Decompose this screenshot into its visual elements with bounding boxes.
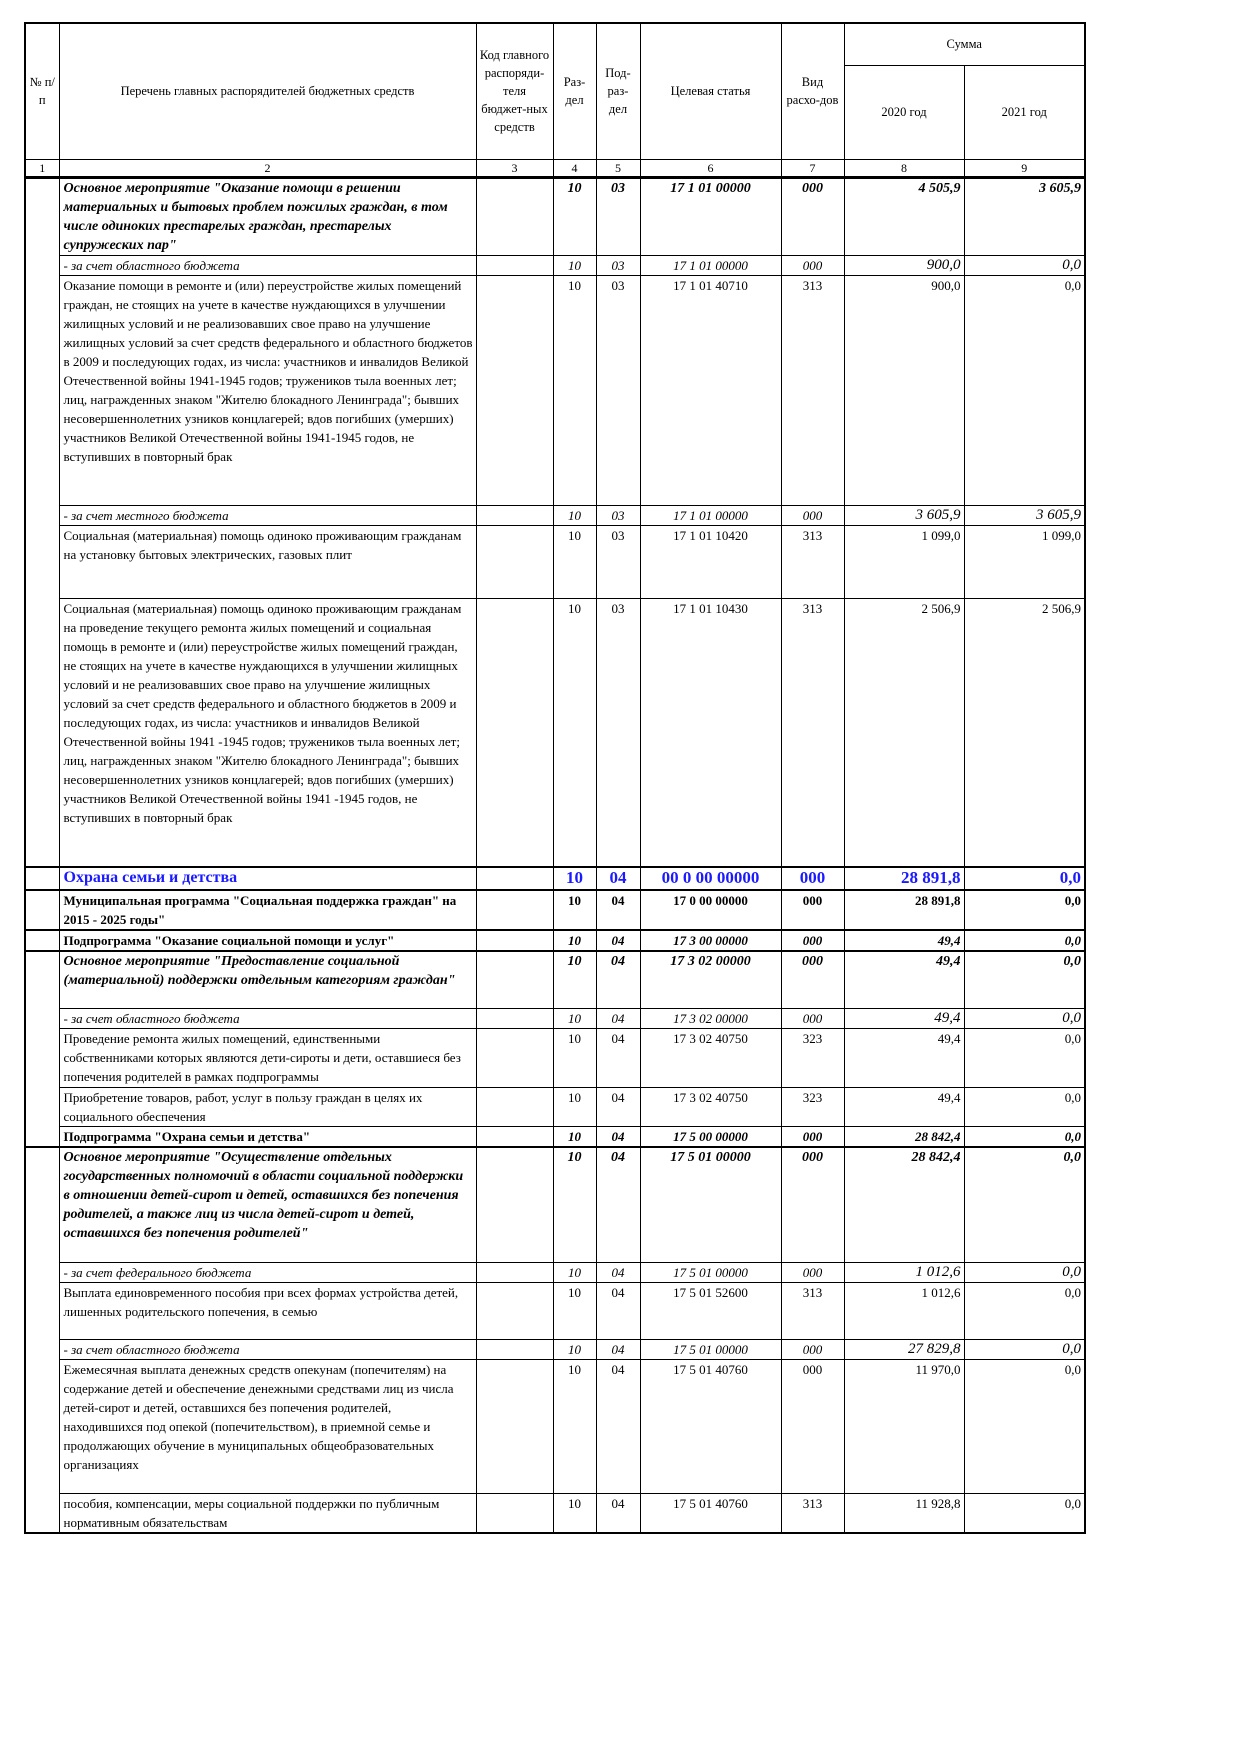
row-podrazdel: 04 [596,1008,640,1028]
row-podrazdel: 03 [596,255,640,275]
row-number [25,890,59,930]
row-sum-2020: 11 970,0 [844,1359,964,1493]
row-code [476,1126,553,1147]
column-numbers-row [25,159,1085,177]
row-number [25,1028,59,1087]
row-razdel: 10 [553,1282,596,1339]
row-sum-2021: 2 506,9 [964,598,1085,867]
row-sum-2020: 49,4 [844,1008,964,1028]
row-razdel: 10 [553,867,596,890]
row-podrazdel: 04 [596,1282,640,1339]
row-sum-2021: 0,0 [964,255,1085,275]
row-number [25,1262,59,1282]
table-row [25,1282,1085,1339]
row-sum-2020: 49,4 [844,951,964,1008]
row-podrazdel: 04 [596,1493,640,1533]
row-sum-2020: 28 842,4 [844,1147,964,1262]
row-code [476,930,553,951]
row-razdel: 10 [553,525,596,598]
row-podrazdel: 04 [596,890,640,930]
row-sum-2021: 0,0 [964,1493,1085,1533]
row-vid: 323 [781,1028,844,1087]
table-row [25,1087,1085,1126]
col-number: 3 [476,159,553,177]
row-sum-2021: 3 605,9 [964,505,1085,525]
row-code [476,1282,553,1339]
row-target: 00 0 00 00000 [640,867,781,890]
row-code [476,1087,553,1126]
header-2021: 2021 год [964,65,1085,159]
header-num: № п/п [25,23,59,159]
row-vid: 000 [781,1008,844,1028]
row-number [25,525,59,598]
row-sum-2020: 1 012,6 [844,1282,964,1339]
row-name: Выплата единовременного пособия при всех формах устройства детей, лишенных родительского попечения, в семью [59,1282,476,1339]
table-row [25,1008,1085,1028]
row-name: Социальная (материальная) помощь одиноко проживающим гражданам на проведение текущего ремонта жилых помещений и социальная помощь в ремонте и (или) переустройстве жилых помещений граждан, не стоящих на учете в качестве нуждающихся в улучшении жилищных условий и не реализовавших свое право на улучшение жилищных условий за счет средств федерального и областного бюджетов в 2009 и последующих годах, из числа: участников и инвалидов Великой Отечественной войны 1941 -1945 годов; тружеников тыла военных лет; лиц, награжденных знаком "Жителю блокадного Ленинграда"; бывших несовершеннолетних узников концлагерей; вдов погибших (умерших) участников Великой Отечественной войны 1941 -1945 годов, не вступивших в повторный брак [59,598,476,867]
row-target: 17 1 01 10420 [640,525,781,598]
col-number: 5 [596,159,640,177]
row-name: Оказание помощи в ремонте и (или) переустройстве жилых помещений граждан, не стоящих на учете в качестве нуждающихся в улучшении жилищных условий и не реализовавших свое право на улучшение жилищных условий за счет средств федерального и областного бюджетов в 2009 и последующих годах, из числа: участников и инвалидов Великой Отечественной войны 1941-1945 годов; тружеников тыла военных лет; лиц, награжденных знаком "Жителю блокадного Ленинграда"; бывших несовершеннолетних узников концлагерей; вдов погибших (умерших) участников Великой Отечественной войны 1941-1945 годов, не вступивших в повторный брак [59,275,476,505]
budget-table [24,22,1086,1534]
row-sum-2020: 28 891,8 [844,867,964,890]
row-sum-2021: 0,0 [964,1339,1085,1359]
col-number: 4 [553,159,596,177]
header-2020: 2020 год [844,65,964,159]
row-razdel: 10 [553,1359,596,1493]
row-sum-2020: 900,0 [844,255,964,275]
row-target: 17 5 01 00000 [640,1339,781,1359]
row-vid: 000 [781,890,844,930]
row-vid: 000 [781,867,844,890]
row-code [476,177,553,255]
row-razdel: 10 [553,1339,596,1359]
row-number [25,1087,59,1126]
table-row [25,177,1085,255]
row-razdel: 10 [553,1087,596,1126]
row-code [476,1339,553,1359]
row-podrazdel: 04 [596,1126,640,1147]
header-name: Перечень главных распорядителей бюджетных средств [59,23,476,159]
header-sum: Сумма [844,23,1085,65]
row-number [25,505,59,525]
row-code [476,1008,553,1028]
row-code [476,1147,553,1262]
row-podrazdel: 03 [596,275,640,505]
row-name: пособия, компенсации, меры социальной поддержки по публичным нормативным обязательствам [59,1493,476,1533]
row-name: - за счет местного бюджета [59,505,476,525]
table-row [25,1493,1085,1533]
row-target: 17 1 01 40710 [640,275,781,505]
row-sum-2021: 0,0 [964,890,1085,930]
row-target: 17 3 02 00000 [640,951,781,1008]
row-podrazdel: 04 [596,1028,640,1087]
row-target: 17 5 01 52600 [640,1282,781,1339]
row-razdel: 10 [553,1028,596,1087]
row-code [476,1262,553,1282]
row-razdel: 10 [553,598,596,867]
row-sum-2021: 0,0 [964,1262,1085,1282]
row-podrazdel: 03 [596,505,640,525]
row-code [476,867,553,890]
row-vid: 000 [781,505,844,525]
row-name: - за счет федерального бюджета [59,1262,476,1282]
row-sum-2021: 0,0 [964,1126,1085,1147]
row-name: Ежемесячная выплата денежных средств опекунам (попечителям) на содержание детей и обеспечение денежными средствами лиц из числа детей-сирот и детей, оставшихся без попечения родителей, находившихся под опекой (попечительством), в приемной семье и продолжающих обучение в муниципальных общеобразовательных организациях [59,1359,476,1493]
row-podrazdel: 04 [596,1147,640,1262]
col-number: 6 [640,159,781,177]
row-number [25,930,59,951]
row-sum-2021: 1 099,0 [964,525,1085,598]
row-code [476,1028,553,1087]
row-target: 17 1 01 10430 [640,598,781,867]
table-row [25,1147,1085,1262]
row-podrazdel: 04 [596,1339,640,1359]
row-podrazdel: 04 [596,1262,640,1282]
row-razdel: 10 [553,890,596,930]
row-name: - за счет областного бюджета [59,1008,476,1028]
table-row [25,890,1085,930]
row-name: - за счет областного бюджета [59,255,476,275]
row-razdel: 10 [553,951,596,1008]
table-row [25,598,1085,867]
row-code [476,598,553,867]
row-vid: 000 [781,1262,844,1282]
row-name: Социальная (материальная) помощь одиноко проживающим гражданам на установку бытовых электрических, газовых плит [59,525,476,598]
row-name: Подпрограмма "Охрана семьи и детства" [59,1126,476,1147]
row-number [25,951,59,1008]
row-name: Основное мероприятие "Предоставление социальной (материальной) поддержки отдельным категориям граждан" [59,951,476,1008]
row-name: - за счет областного бюджета [59,1339,476,1359]
row-sum-2020: 3 605,9 [844,505,964,525]
row-vid: 323 [781,1087,844,1126]
row-vid: 000 [781,1126,844,1147]
row-podrazdel: 04 [596,930,640,951]
row-sum-2021: 0,0 [964,275,1085,505]
row-number [25,177,59,255]
row-target: 17 3 00 00000 [640,930,781,951]
row-sum-2020: 1 099,0 [844,525,964,598]
header-code: Код главного распоряди-теля бюджет-ных средств [476,23,553,159]
row-podrazdel: 03 [596,177,640,255]
row-target: 17 5 01 40760 [640,1493,781,1533]
table-row [25,255,1085,275]
row-target: 17 5 00 00000 [640,1126,781,1147]
row-target: 17 3 02 40750 [640,1087,781,1126]
row-razdel: 10 [553,177,596,255]
row-podrazdel: 03 [596,525,640,598]
row-name: Основное мероприятие "Оказание помощи в решении материальных и бытовых проблем пожилых граждан, в том числе одиноких престарелых граждан, престарелых супружеских пар" [59,177,476,255]
table-row [25,525,1085,598]
row-number [25,1147,59,1262]
row-razdel: 10 [553,1147,596,1262]
row-podrazdel: 04 [596,951,640,1008]
row-target: 17 1 01 00000 [640,505,781,525]
row-target: 17 1 01 00000 [640,177,781,255]
row-number [25,1493,59,1533]
row-target: 17 0 00 00000 [640,890,781,930]
table-row [25,1359,1085,1493]
row-target: 17 1 01 00000 [640,255,781,275]
row-target: 17 5 01 40760 [640,1359,781,1493]
row-target: 17 5 01 00000 [640,1147,781,1262]
row-name: Приобретение товаров, работ, услуг в пользу граждан в целях их социального обеспечения [59,1087,476,1126]
row-sum-2020: 49,4 [844,930,964,951]
row-sum-2020: 4 505,9 [844,177,964,255]
row-name: Муниципальная программа "Социальная поддержка граждан" на 2015 - 2025 годы" [59,890,476,930]
row-code [476,505,553,525]
row-vid: 000 [781,177,844,255]
row-sum-2020: 27 829,8 [844,1339,964,1359]
col-number: 2 [59,159,476,177]
row-target: 17 5 01 00000 [640,1262,781,1282]
row-number [25,1282,59,1339]
row-name: Проведение ремонта жилых помещений, единственными собственниками которых являются дети-сироты и дети, оставшиеся без попечения родителей в рамках подпрограммы [59,1028,476,1087]
row-number [25,867,59,890]
row-sum-2021: 0,0 [964,867,1085,890]
row-sum-2021: 0,0 [964,1359,1085,1493]
row-sum-2021: 0,0 [964,1028,1085,1087]
row-sum-2020: 28 891,8 [844,890,964,930]
row-sum-2021: 0,0 [964,1008,1085,1028]
table-row [25,505,1085,525]
row-vid: 313 [781,1493,844,1533]
row-code [476,1359,553,1493]
col-number: 8 [844,159,964,177]
row-number [25,255,59,275]
table-row [25,1262,1085,1282]
row-podrazdel: 04 [596,1359,640,1493]
row-sum-2020: 49,4 [844,1087,964,1126]
row-target: 17 3 02 00000 [640,1008,781,1028]
row-code [476,1493,553,1533]
row-name: Подпрограмма "Оказание социальной помощи и услуг" [59,930,476,951]
table-row [25,275,1085,505]
table-row [25,951,1085,1008]
row-name: Охрана семьи и детства [59,867,476,890]
row-sum-2021: 0,0 [964,930,1085,951]
row-sum-2020: 900,0 [844,275,964,505]
row-vid: 313 [781,275,844,505]
header-podrazdel: Под-раз-дел [596,23,640,159]
row-name: Основное мероприятие "Осуществление отдельных государственных полномочий в области социальной поддержки в отношении детей-сирот и детей, оставшихся без попечения родителей, а также лиц из числа детей-сирот и детей, оставшихся без попечения родителей" [59,1147,476,1262]
row-podrazdel: 03 [596,598,640,867]
row-vid: 313 [781,525,844,598]
table-row [25,1028,1085,1087]
row-razdel: 10 [553,1493,596,1533]
row-sum-2021: 0,0 [964,1282,1085,1339]
row-number [25,1339,59,1359]
row-sum-2020: 28 842,4 [844,1126,964,1147]
row-sum-2020: 49,4 [844,1028,964,1087]
row-podrazdel: 04 [596,867,640,890]
col-number: 7 [781,159,844,177]
row-sum-2020: 1 012,6 [844,1262,964,1282]
row-code [476,951,553,1008]
header-target: Целевая статья [640,23,781,159]
header-vid: Вид расхо-дов [781,23,844,159]
row-number [25,1359,59,1493]
row-vid: 000 [781,1147,844,1262]
col-number: 1 [25,159,59,177]
col-number: 9 [964,159,1085,177]
header-razdel: Раз-дел [553,23,596,159]
table-row [25,1339,1085,1359]
row-code [476,275,553,505]
row-razdel: 10 [553,1126,596,1147]
row-vid: 313 [781,1282,844,1339]
row-sum-2021: 0,0 [964,951,1085,1008]
table-row [25,867,1085,890]
row-number [25,598,59,867]
row-number [25,1008,59,1028]
row-sum-2020: 2 506,9 [844,598,964,867]
row-vid: 000 [781,255,844,275]
table-row [25,930,1085,951]
row-razdel: 10 [553,1262,596,1282]
row-vid: 313 [781,598,844,867]
row-razdel: 10 [553,275,596,505]
row-razdel: 10 [553,505,596,525]
row-razdel: 10 [553,930,596,951]
row-code [476,525,553,598]
row-vid: 000 [781,951,844,1008]
row-sum-2020: 11 928,8 [844,1493,964,1533]
row-sum-2021: 0,0 [964,1147,1085,1262]
row-razdel: 10 [553,1008,596,1028]
row-number [25,1126,59,1147]
row-vid: 000 [781,1339,844,1359]
row-target: 17 3 02 40750 [640,1028,781,1087]
row-code [476,890,553,930]
row-code [476,255,553,275]
row-number [25,275,59,505]
table-row [25,1126,1085,1147]
row-vid: 000 [781,1359,844,1493]
row-vid: 000 [781,930,844,951]
row-sum-2021: 3 605,9 [964,177,1085,255]
row-sum-2021: 0,0 [964,1087,1085,1126]
row-podrazdel: 04 [596,1087,640,1126]
row-razdel: 10 [553,255,596,275]
